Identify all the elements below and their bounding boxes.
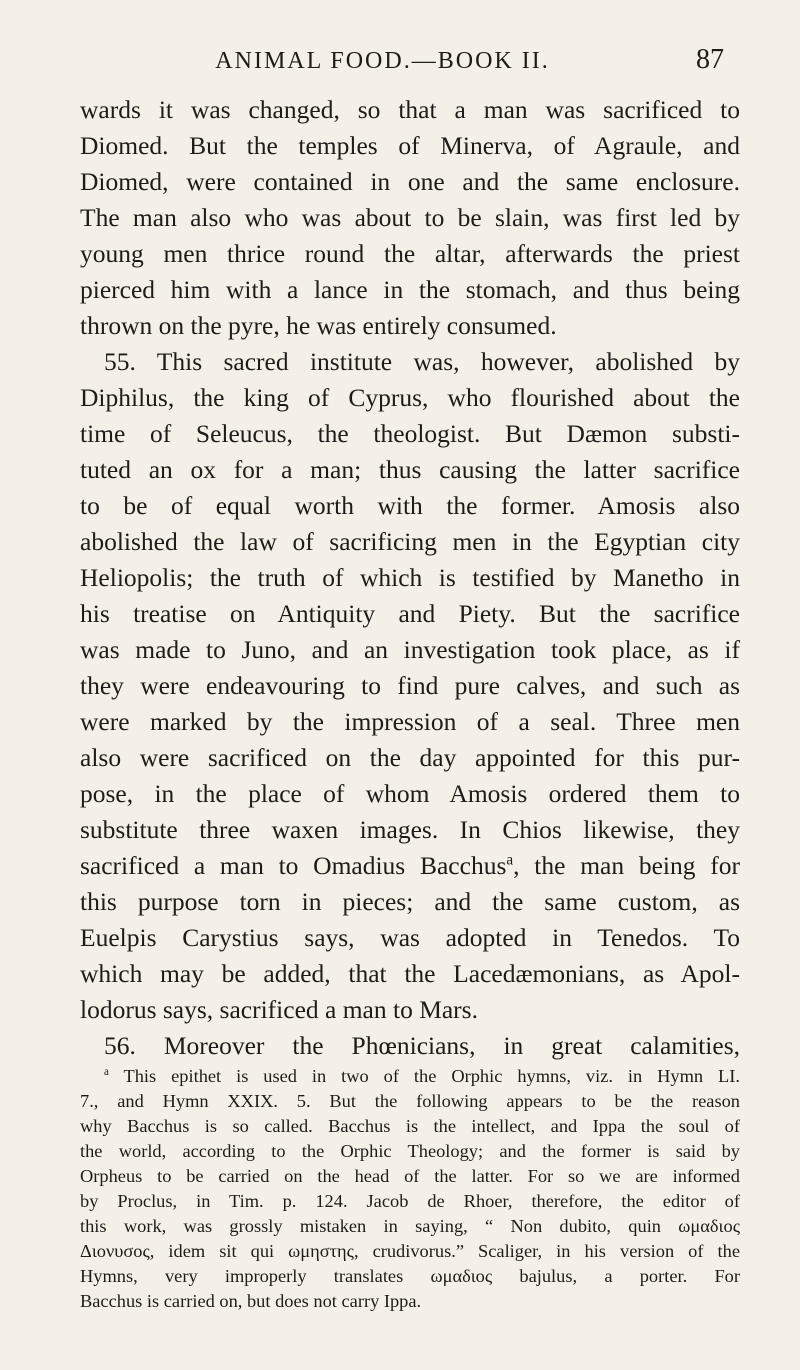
line-text: wards it was changed, so that a man was sacrificed to [80,95,740,124]
line-text: Diomed. But the temples of Minerva, of Agraule, and [80,131,740,160]
body-line [80,632,740,668]
running-head: ANIMAL FOOD.—BOOK II. [215,48,550,74]
footnote-line [80,1064,740,1089]
line-text: this work, was grossly mistaken in saying, “ Non dubito, quin ωμαδιος [80,1216,740,1236]
body-line [80,164,740,200]
line-text: sacrificed a man to Omadius Bacchus [80,851,507,880]
body-line [80,236,740,272]
footnote-marker: a [104,1065,109,1078]
body-line [80,704,740,740]
line-text: , the man being for [513,851,740,880]
body-line [80,92,740,128]
body-line [80,668,740,704]
line-text: Hymns, very improperly translates ωμαδιος bajulus, a porter. For [80,1266,740,1286]
body-line [80,776,740,812]
line-text: Bacchus is carried on, but does not carry Ippa. [80,1291,422,1311]
body-text [80,92,740,1064]
line-text: to be of equal worth with the former. Amosis also [80,491,740,520]
line-text: lodorus says, sacrificed a man to Mars. [80,995,478,1024]
body-line [80,596,740,632]
line-text: pose, in the place of whom Amosis ordered them to [80,779,740,808]
line-text: tuted an ox for a man; thus causing the latter sacrifice [80,455,740,484]
body-line [80,488,740,524]
line-text: why Bacchus is so called. Bacchus is the intellect, and Ippa the soul of [80,1116,740,1136]
line-text: substitute three waxen images. In Chios likewise, they [80,815,740,844]
body-line [80,272,740,308]
body-line [80,416,740,452]
body-line [80,452,740,488]
line-text: Diphilus, the king of Cyprus, who flourished about the [80,383,740,412]
line-text: also were sacrificed on the day appointed for this pur- [80,743,740,772]
body-line [80,848,740,884]
footnote-line [80,1189,740,1214]
line-text: Orpheus to be carried on the head of the latter. For so we are informed [80,1166,740,1186]
body-line [80,740,740,776]
body-line [80,920,740,956]
line-text: Διονυσος, idem sit qui ωμηστης, crudivorus.” Scaliger, in his version of the [80,1241,740,1261]
body-line [80,344,740,380]
body-line [80,380,740,416]
page-number: 87 [696,44,724,75]
line-text: they were endeavouring to find pure calves, and such as [80,671,740,700]
line-text: abolished the law of sacrificing men in the Egyptian city [80,527,740,556]
body-line [80,560,740,596]
body-line [80,200,740,236]
footnote-line [80,1239,740,1264]
body-line [80,308,740,344]
footnote-line [80,1214,740,1239]
footnote-line [80,1164,740,1189]
line-text: the world, according to the Orphic Theology; and the former is said by [80,1141,740,1161]
body-line [80,128,740,164]
line-text: Diomed, were contained in one and the same enclosure. [80,167,740,196]
body-line [80,956,740,992]
line-text: time of Seleucus, the theologist. But Dæmon substi- [80,419,740,448]
line-text: were marked by the impression of a seal. Three men [80,707,740,736]
line-text: 55. This sacred institute was, however, abolished by [104,347,740,376]
body-line [80,992,740,1028]
line-text: was made to Juno, and an investigation took place, as if [80,635,740,664]
body-line [80,812,740,848]
line-text: 7., and Hymn XXIX. 5. But the following appears to be the reason [80,1091,740,1111]
line-text: thrown on the pyre, he was entirely consumed. [80,311,557,340]
line-text: pierced him with a lance in the stomach, and thus being [80,275,740,304]
footnote-line [80,1264,740,1289]
footnote-reference: a [506,851,514,869]
footnote-line [80,1289,740,1314]
line-text: Euelpis Carystius says, was adopted in Tenedos. To [80,923,740,952]
line-text: this purpose torn in pieces; and the same custom, as [80,887,740,916]
line-text: which may be added, that the Lacedæmonians, as Apol- [80,959,740,988]
footnotes [80,1064,740,1314]
line-text: 56. Moreover the Phœnicians, in great calamities, [104,1031,740,1060]
body-line [80,1028,740,1064]
footnote-line [80,1114,740,1139]
line-text: his treatise on Antiquity and Piety. But the sacrifice [80,599,740,628]
body-line [80,524,740,560]
footnote-line [80,1139,740,1164]
line-text: by Proclus, in Tim. p. 124. Jacob de Rhoer, therefore, the editor of [80,1191,740,1211]
line-text: This epithet is used in two of the Orphic hymns, viz. in Hymn LI. [108,1066,740,1086]
line-text: The man also who was about to be slain, was first led by [80,203,740,232]
footnote-line [80,1089,740,1114]
body-line [80,884,740,920]
line-text: Heliopolis; the truth of which is testified by Manetho in [80,563,740,592]
line-text: young men thrice round the altar, afterwards the priest [80,239,740,268]
